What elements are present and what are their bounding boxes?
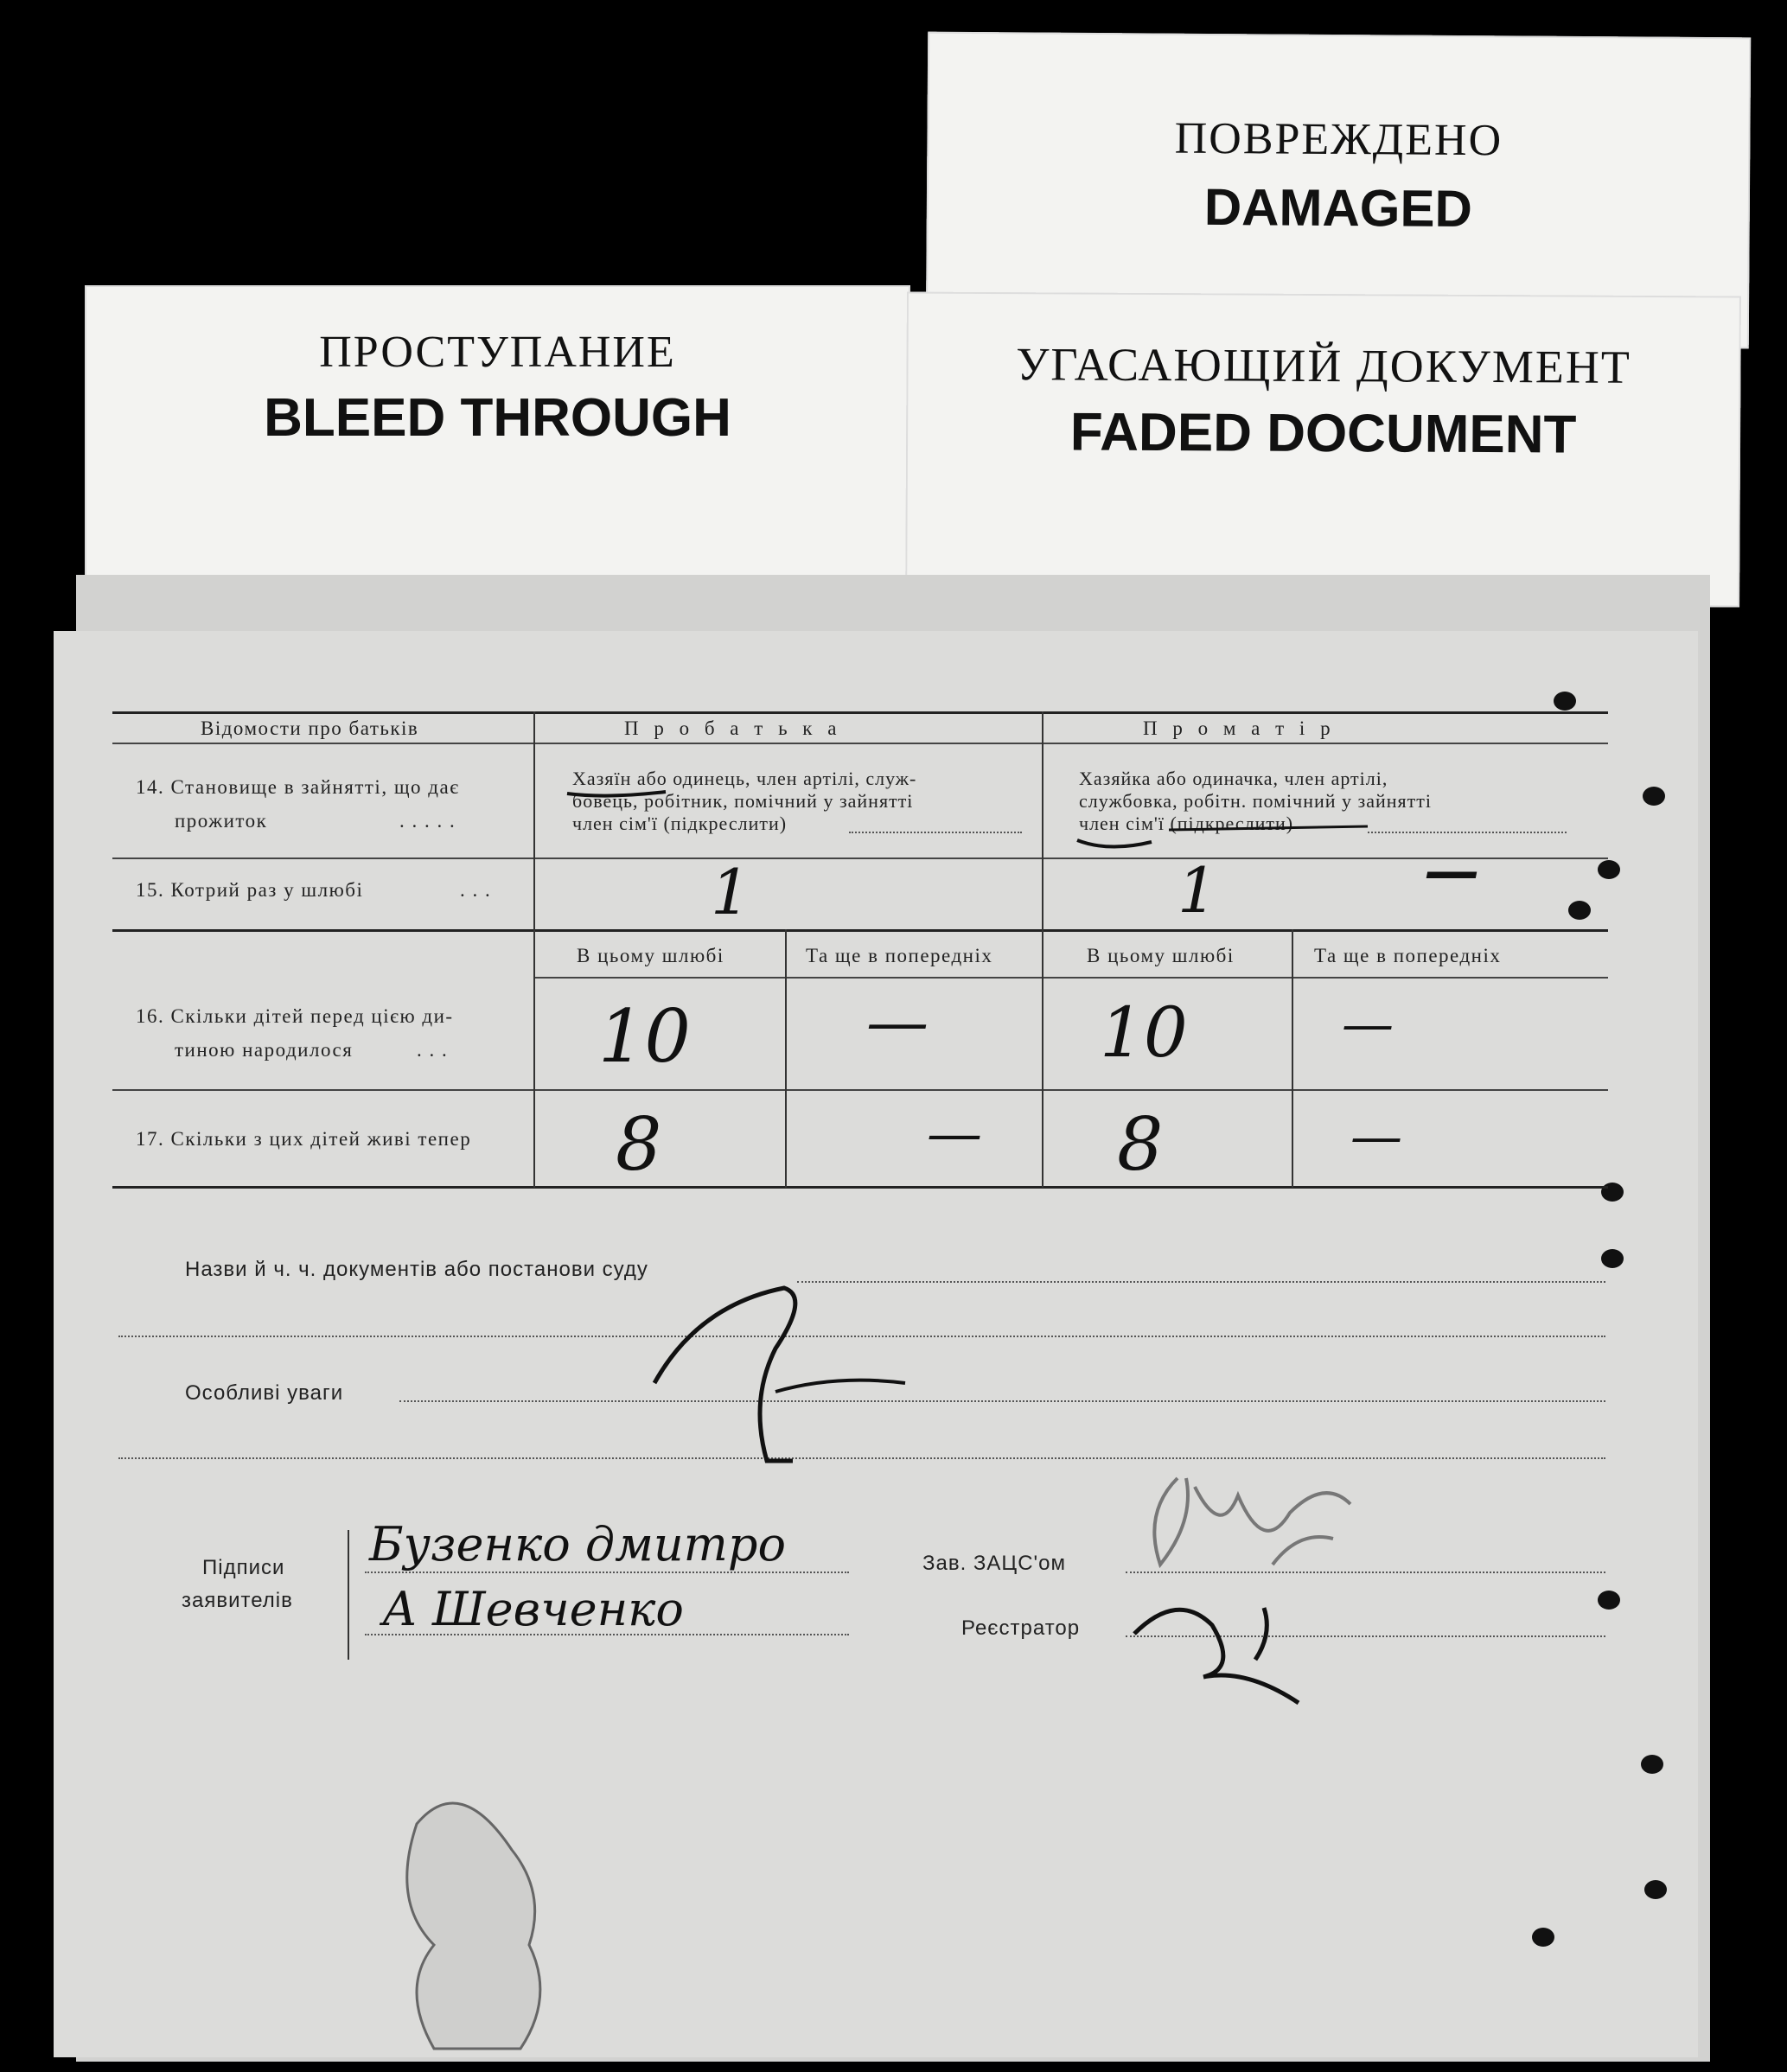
dotted-line: [1368, 832, 1567, 833]
leader-dots: . . . . .: [399, 810, 456, 832]
row-rule: [112, 857, 1608, 859]
column-divider: [533, 711, 535, 1188]
row15-mother-value: 1: [1178, 854, 1217, 927]
row16-father-this: 10: [598, 994, 691, 1079]
header-about-mother: П р о м а т і р: [1143, 717, 1336, 739]
bleed-through-notice-ru: ПРОСТУПАНИЕ: [319, 328, 676, 377]
row17-father-prev: —: [927, 1102, 982, 1166]
column-divider: [1042, 711, 1043, 1188]
row16-mother-prev: —: [1342, 994, 1394, 1055]
faded-document-notice-ru: УГАСАЮЩИЙ ДОКУМЕНТ: [1016, 338, 1631, 393]
registrar-label: Реєстратор: [961, 1616, 1081, 1640]
row-rule: [112, 929, 1608, 932]
row14-mother-line2: службовка, робітн. помічний у зайнятті: [1079, 790, 1432, 812]
signature-bracket: [348, 1530, 349, 1660]
faded-document-notice-en: FADED DOCUMENT: [1069, 402, 1577, 465]
table-bottom-rule: [112, 1186, 1608, 1189]
leader-dots: . . .: [417, 1039, 449, 1061]
applicant-signature-1: Бузенко дмитро: [369, 1517, 786, 1572]
table-header-rule: [112, 743, 1608, 744]
notes-label: Особливі уваги: [185, 1381, 344, 1405]
subheader-mother-this-marriage: В цьому шлюбі: [1087, 945, 1235, 966]
subheader-father-this-marriage: В цьому шлюбі: [577, 945, 724, 966]
punch-hole: [1532, 1928, 1554, 1947]
documents-label: Назви й ч. ч. документів або постанови суду: [185, 1258, 648, 1281]
head-of-registry-label: Зав. ЗАЦС'ом: [922, 1552, 1066, 1575]
row16-father-prev: —: [866, 985, 929, 1058]
punch-hole: [1643, 787, 1665, 806]
row17-mother-this: 8: [1117, 1102, 1164, 1187]
row16-label-cont: тиною народилося: [175, 1039, 354, 1061]
row14-mother-line1: Хазяйка або одиначка, член артілі,: [1079, 768, 1388, 789]
faded-document-notice-card: [905, 291, 1741, 607]
row14-mother-line3: член сім'ї (підкреслити): [1079, 813, 1294, 834]
punch-hole: [1598, 1591, 1620, 1610]
subheader-rule: [533, 977, 1608, 979]
underline-mark: [564, 783, 737, 800]
subheader-mother-previous: Та ще в попередніх: [1314, 945, 1502, 966]
punch-hole: [1554, 692, 1576, 711]
row14-father-line1: Хазяїн або одинець, член артілі, служ-: [572, 768, 917, 789]
punch-hole: [1601, 1249, 1624, 1268]
row14-father-line3: член сім'ї (підкреслити): [572, 813, 788, 834]
cancellation-mark: [646, 1271, 940, 1478]
row14-father-line2: бовець, робітник, помічний у зайнятті: [572, 790, 914, 812]
punch-hole: [1598, 860, 1620, 879]
registration-form-sheet: [54, 631, 1698, 2057]
row17-father-this: 8: [616, 1102, 662, 1187]
row17-label: 17. Скільки з цих дітей живі тепер: [136, 1128, 472, 1150]
torn-corner: [382, 1772, 590, 2057]
punch-hole: [1568, 901, 1591, 920]
dotted-line: [365, 1572, 849, 1573]
row14-label-cont: прожиток: [175, 810, 268, 832]
column-divider: [785, 929, 787, 1188]
header-parents-info: Відомости про батьків: [201, 717, 419, 739]
subheader-father-previous: Та ще в попередніх: [806, 945, 993, 966]
signatures-label-cont: заявителів: [182, 1589, 293, 1612]
row14-label: 14. Становище в зайнятті, що дає: [136, 776, 460, 798]
applicant-signature-2: А Шевченко: [382, 1582, 684, 1636]
dotted-line: [399, 1400, 1605, 1402]
signatures-label: Підписи: [202, 1556, 285, 1579]
bleed-through-notice-card: [85, 285, 910, 596]
bleed-through-notice-en: BLEED THROUGH: [264, 388, 731, 448]
official-signatures: [1126, 1461, 1437, 1720]
damaged-notice-ru: ПОВРЕЖДЕНО: [1174, 113, 1503, 166]
damaged-notice-en: DAMAGED: [1203, 177, 1473, 239]
row16-label: 16. Скільки дітей перед цією ди-: [136, 1005, 454, 1027]
row16-mother-this: 10: [1100, 992, 1188, 1073]
header-about-father: П р о б а т ь к а: [624, 717, 842, 739]
leader-dots: . . .: [460, 879, 492, 901]
column-divider: [1292, 929, 1293, 1188]
row15-label: 15. Котрий раз у шлюбі: [136, 879, 364, 901]
punch-hole: [1641, 1755, 1663, 1774]
dotted-line: [849, 832, 1022, 833]
row-rule: [112, 1089, 1608, 1091]
table-top-rule: [112, 711, 1608, 714]
row17-mother-prev: —: [1350, 1106, 1402, 1167]
punch-hole: [1644, 1880, 1667, 1899]
underline-mark: [1074, 823, 1385, 857]
row15-mother-extra: —: [1424, 838, 1479, 903]
row15-father-value: 1: [711, 856, 750, 928]
